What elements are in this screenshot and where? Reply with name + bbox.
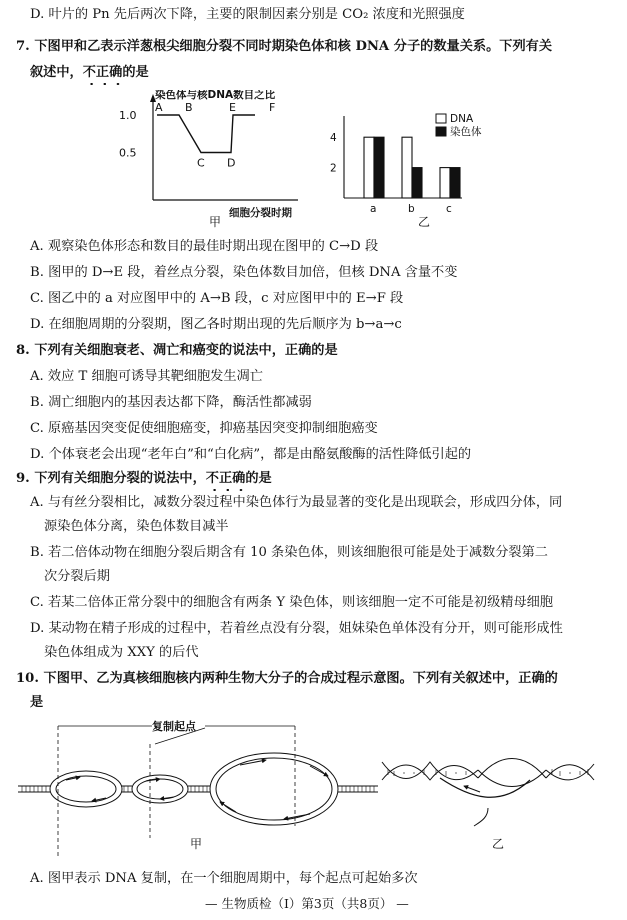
option-C: C. 若某二倍体正常分裂中的细胞含有两条 Y 染色体，则该细胞一定不可能是初级精母细胞 [30,595,554,610]
option-B: B. 图甲的 D→E 段，着丝点分裂，染色体数目加倍，但核 DNA 含量不变 [30,265,458,280]
bar-chromosome [374,137,384,198]
x-tick-label: a [370,203,377,215]
question-7-stem: 7. 下图甲和乙表示洋葱根尖细胞分裂不同时期染色体和核 DNA 分子的数量关系。下列有关 [16,39,553,54]
bar-dna [402,137,412,198]
y-tick-label: 1.0 [119,109,137,122]
bar-chromosome [450,168,460,198]
bar-dna [364,137,374,198]
point-label: D [227,156,236,170]
x-tick-label: b [408,203,415,215]
y-tick-label: 4 [330,132,337,145]
option-D-cont: 染色体组成为 XXY 的后代 [44,645,199,660]
point-label: F [269,101,276,114]
option-D: D. 在细胞周期的分裂期，图乙各时期出现的先后顺序为 b→a→c [30,317,402,332]
y-tick-label: 0.5 [119,146,137,160]
emphasis-not-correct: 不正确 [82,65,123,80]
y-axis-label: 染色体与核DNA数目之比 [155,90,276,101]
question-7-stem-cont: 叙述中，不正确的是 [30,65,149,80]
option-D: D. 个体衰老会出现“老年白”和“白化病”，都是由酪氨酸酶的活性降低引起的 [30,447,472,462]
figure-caption: 甲 [190,837,203,851]
legend-swatch [436,114,446,123]
page-footer: — 生物质检（Ⅰ）第3页（共8页） — [205,896,409,911]
figure-caption: 甲 [209,215,222,229]
figure-caption: 乙 [418,215,431,229]
option-B-cont: 次分裂后期 [44,569,110,584]
emphasis-not-correct: 不正确 [205,471,246,486]
question-8-stem: 8. 下列有关细胞衰老、凋亡和癌变的说法中，正确的是 [16,343,338,358]
legend-label: 染色体 [450,126,482,138]
bar-dna [440,168,450,198]
dna-rungs [22,786,374,792]
bar-chromosome [412,168,422,198]
option-A: A. 观察染色体形态和数目的最佳时期出现在图甲的 C→D 段 [30,239,379,254]
point-label: B [185,101,193,114]
dna-replication-figure [10,718,620,863]
question-10-stem: 10. 下图甲、乙为真核细胞核内两种生物大分子的合成过程示意图。下列有关叙述中，正确的 [16,671,558,686]
option-C: C. 原癌基因突变促使细胞癌变，抑癌基因突变抑制细胞癌变 [30,421,378,436]
figure-yi-chart [330,108,520,236]
option-A: A. 效应 T 细胞可诱导其靶细胞发生凋亡 [30,369,263,384]
dna-duplex-segments [18,786,378,792]
replication-bubble-large [210,753,338,825]
callout-label: 复制起点 [152,720,196,733]
question-10-stem-cont: 是 [30,695,44,710]
transcription-figure [382,759,594,827]
legend-swatch [436,127,446,136]
option-A: A. 与有丝分裂相比，减数分裂过程中染色体行为最显著的变化是出现联会，形成四分体，同 [30,495,563,510]
option-text: D. 叶片的 Pn 先后两次下降，主要的限制因素分别是 CO₂ 浓度和光照强度 [30,7,465,22]
figure-caption: 乙 [492,837,505,851]
point-label: C [197,156,205,170]
figure-jia-chart [115,90,320,235]
option-C: C. 图乙中的 a 对应图甲中的 A→B 段，c 对应图甲中的 E→F 段 [30,291,404,306]
question-9-stem: 9. 下列有关细胞分裂的说法中，不正确的是 [16,471,272,486]
y-tick-label: 2 [330,162,337,175]
option-A: A. 图甲表示 DNA 复制，在一个细胞周期中，每个起点可起始多次 [30,871,418,886]
point-label: A [155,101,163,114]
replication-bubble-small [50,771,122,807]
legend-label: DNA [450,113,474,125]
option-B: B. 凋亡细胞内的基因表达都下降，酶活性都减弱 [30,395,312,410]
option-D: D. 某动物在精子形成的过程中，若着丝点没有分裂，姐妹染色单体没有分开，则可能形成性 [30,621,563,636]
x-tick-label: c [446,203,452,215]
x-axis-label: 细胞分裂时期 [229,207,292,219]
data-line [157,115,255,153]
replication-bubble-medium [132,775,188,803]
option-B: B. 若二倍体动物在细胞分裂后期含有 10 条染色体，则该细胞很可能是处于减数分裂第二 [30,545,548,560]
point-label: E [229,101,236,114]
option-A-cont: 源染色体分离，染色体数目减半 [44,519,229,534]
